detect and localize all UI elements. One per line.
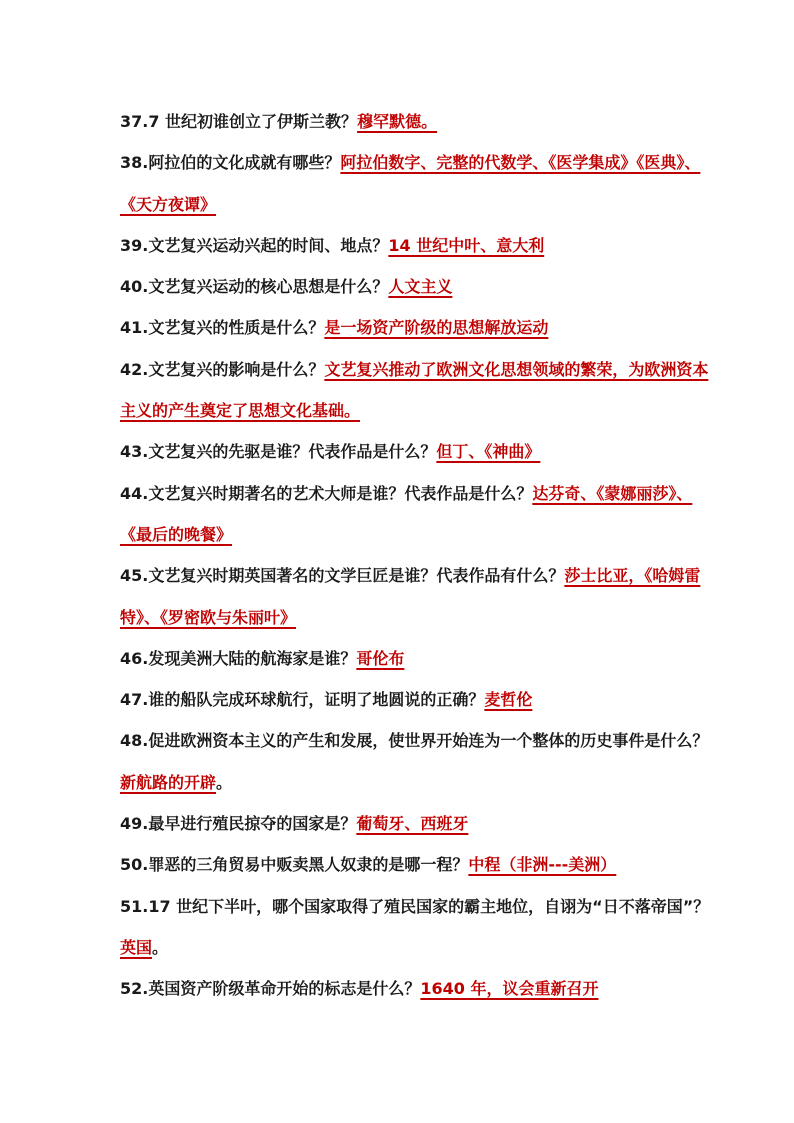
question: 46.发现美洲大陆的航海家是谁？ (120, 648, 357, 668)
qa-item-48 (120, 720, 710, 803)
qa-item-44 (120, 473, 710, 556)
question: 40.文艺复兴运动的核心思想是什么？ (120, 277, 389, 297)
answer: 是一场资产阶级的思想解放运动 (324, 318, 549, 338)
answer: 中程（非洲---美洲） (468, 855, 617, 875)
answer: 穆罕默德。 (357, 112, 438, 131)
qa-item-38 (120, 142, 710, 225)
qa-item-47 (120, 679, 710, 720)
answer-suffix: 。 (216, 772, 233, 792)
qa-item-41 (120, 307, 710, 348)
qa-item-52 (120, 968, 710, 1009)
qa-item-39 (120, 225, 710, 266)
answer: 麦哲伦 (484, 690, 533, 710)
question: 39.文艺复兴运动兴起的时间、地点？ (120, 235, 389, 255)
qa-item-37 (120, 101, 710, 142)
question: 50.罪恶的三角贸易中贩卖黑人奴隶的是哪一程？ (120, 855, 469, 875)
answer: 文艺复兴推动了欧洲文化思想领域的繁荣，为欧洲资本主义的产生奠定了思想文化基础。 (120, 359, 709, 421)
answer: 新航路的开辟 (120, 772, 217, 792)
answer: 莎士比亚，《哈姆雷特》、《罗密欧与朱丽叶》 (120, 566, 701, 627)
qa-item-45 (120, 555, 710, 638)
answer: 1640 年，议会重新召开 (420, 979, 599, 999)
qa-item-49 (120, 803, 710, 844)
qa-item-51 (120, 886, 710, 969)
qa-list (120, 101, 710, 1010)
answer: 葡萄牙、西班牙 (356, 814, 469, 834)
answer: 但丁、《神曲》 (436, 442, 541, 462)
qa-item-42 (120, 349, 710, 432)
answer: 14 世纪中叶、意大利 (388, 235, 545, 255)
question: 41.文艺复兴的性质是什么？ (120, 318, 325, 338)
question: 45.文艺复兴时期英国著名的文学巨匠是谁？代表作品有什么？ (120, 566, 565, 586)
answer: 英国 (120, 937, 153, 957)
question: 38.阿拉伯的文化成就有哪些？ (120, 153, 341, 173)
question: 52.英国资产阶级革命开始的标志是什么？ (120, 979, 421, 999)
question: 42.文艺复兴的影响是什么？ (120, 359, 325, 379)
answer: 哥伦布 (356, 648, 405, 668)
qa-item-50 (120, 844, 710, 885)
answer-suffix: 。 (152, 937, 169, 957)
question: 48.促进欧洲资本主义的产生和发展，使世界开始连为一个整体的历史事件是什么？ (120, 731, 709, 751)
qa-item-43 (120, 431, 710, 472)
question: 49.最早进行殖民掠夺的国家是？ (120, 814, 357, 834)
answer: 阿拉伯数字、完整的代数学、《医学集成》《医典》、《天方夜谭》 (120, 153, 701, 214)
answer: 人文主义 (388, 277, 453, 297)
question: 44.文艺复兴时期著名的艺术大师是谁？代表作品是什么？ (120, 483, 533, 503)
qa-item-46 (120, 638, 710, 679)
question: 43.文艺复兴的先驱是谁？代表作品是什么？ (120, 442, 437, 462)
question: 37.7 世纪初谁创立了伊斯兰教？ (120, 112, 358, 131)
question: 47.谁的船队完成环球航行，证明了地圆说的正确？ (120, 690, 485, 710)
question: 51.17 世纪下半叶，哪个国家取得了殖民国家的霸主地位，自诩为“日不落帝国”？ (120, 896, 710, 916)
qa-item-40 (120, 266, 710, 307)
answer: 达芬奇、《蒙娜丽莎》、《最后的晚餐》 (120, 483, 693, 544)
